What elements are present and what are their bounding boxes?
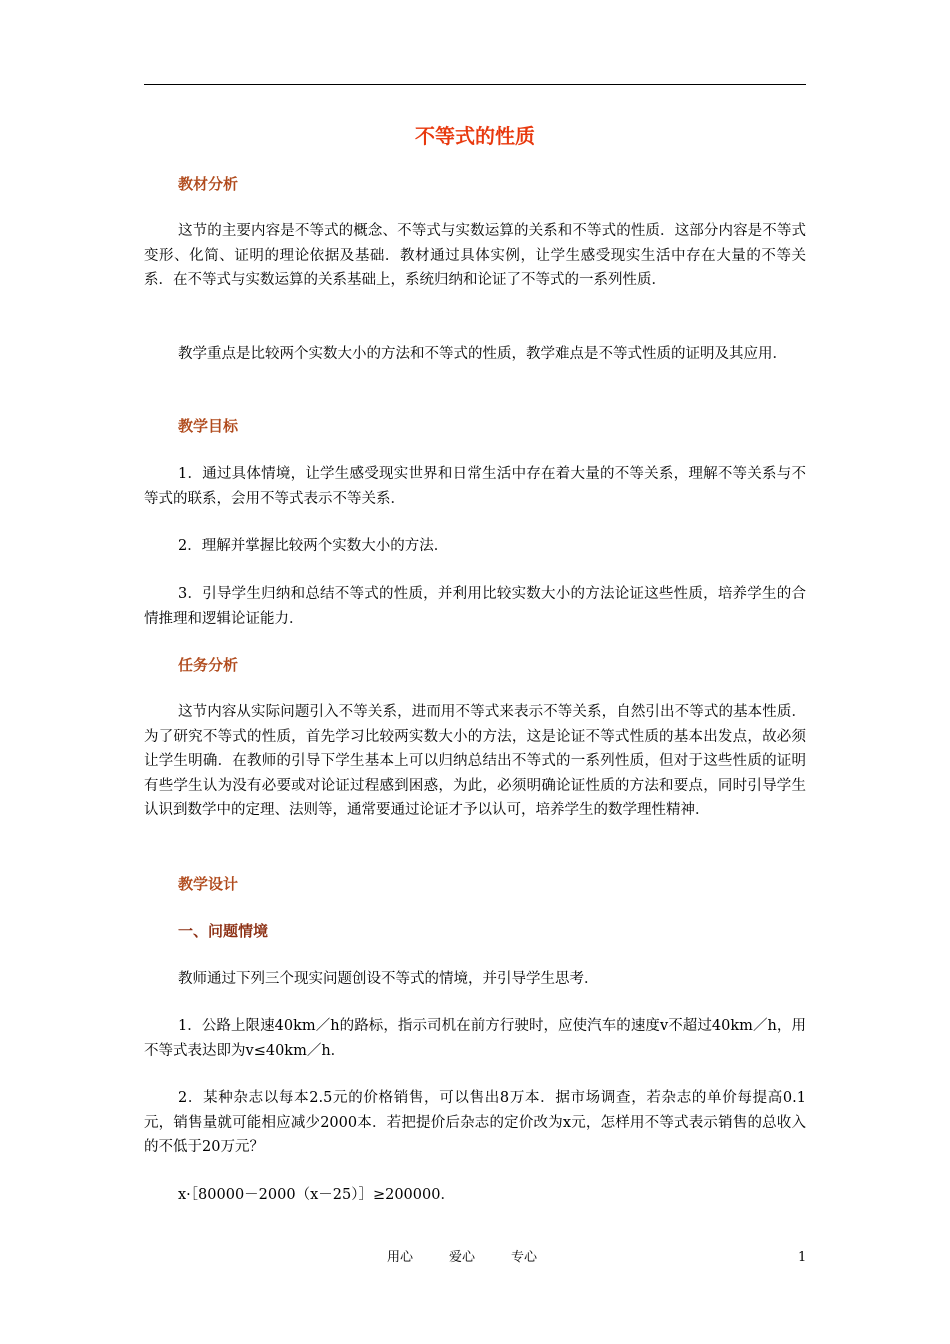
problem-item-1: 1．公路上限速40km／h的路标，指示司机在前方行驶时，应使汽车的速度v不超过40km／h，用不等式表达即为v≤40km／h． [144,1018,806,1059]
page-number: 1 [798,1250,807,1265]
heading-task-analysis: 任务分析 [178,656,239,674]
header-rule [144,84,806,85]
goal-item-2: 2．理解并掌握比较两个实数大小的方法． [178,538,449,554]
paragraph-analysis-1: 这节的主要内容是不等式的概念、不等式与实数运算的关系和不等式的性质．这部分内容是不等式变形、化简、证明的理论依据及基础．教材通过具体实例，让学生感受现实生活中存在大量的不等关系．在不等式与实数运算的关系基础上，系统归纳和论证了不等式的一系列性质． [144,223,806,288]
inequality-formula: x·［80000－2000（x－25）］≥200000． [178,1187,455,1203]
paragraph-task-analysis: 这节内容从实际问题引入不等关系，进而用不等式来表示不等关系，自然引出不等式的基本性质．为了研究不等式的性质，首先学习比较两实数大小的方法，这是论证不等式性质的基本出发点，故必须让学生明确．在教师的引导下学生基本上可以归纳总结出不等式的一系列性质，但对于这些性质的证明有些学生认为没有必要或对论证过程感到困惑，为此，必须明确论证性质的方法和要点，同时引导学生认识到数学中的定理、法则等，通常要通过论证才予以认可，培养学生的数学理性精神． [144,704,806,818]
page-title: 不等式的性质 [415,124,535,148]
heading-textbook-analysis: 教材分析 [178,175,239,193]
problem-item-2: 2．某种杂志以每本2.5元的价格销售，可以售出8万本．据市场调查，若杂志的单价每提高0.1元，销售量就可能相应减少2000本．若把提价后杂志的定价改为x元，怎样用不等式表示销售的总收入的不低于20万元？ [144,1090,806,1155]
paragraph-design-intro: 教师通过下列三个现实问题创设不等式的情境，并引导学生思考． [178,971,599,987]
heading-teaching-goals: 教学目标 [178,417,239,435]
footer-motto-2: 爱心 [449,1250,476,1265]
goal-item-1: 1．通过具体情境，让学生感受现实世界和日常生活中存在着大量的不等关系，理解不等关系与不等式的联系，会用不等式表示不等关系． [144,466,806,507]
footer-motto [387,1248,573,1268]
footer-motto-3: 专心 [511,1250,538,1265]
goal-item-3: 3．引导学生归纳和总结不等式的性质，并利用比较实数大小的方法论证这些性质，培养学生的合情推理和逻辑论证能力． [144,586,806,627]
subheading-problem-context: 一、问题情境 [178,922,269,940]
footer-motto-1: 用心 [387,1250,414,1265]
paragraph-analysis-2: 教学重点是比较两个实数大小的方法和不等式的性质，教学难点是不等式性质的证明及其应用． [178,346,787,362]
heading-teaching-design: 教学设计 [178,875,239,893]
